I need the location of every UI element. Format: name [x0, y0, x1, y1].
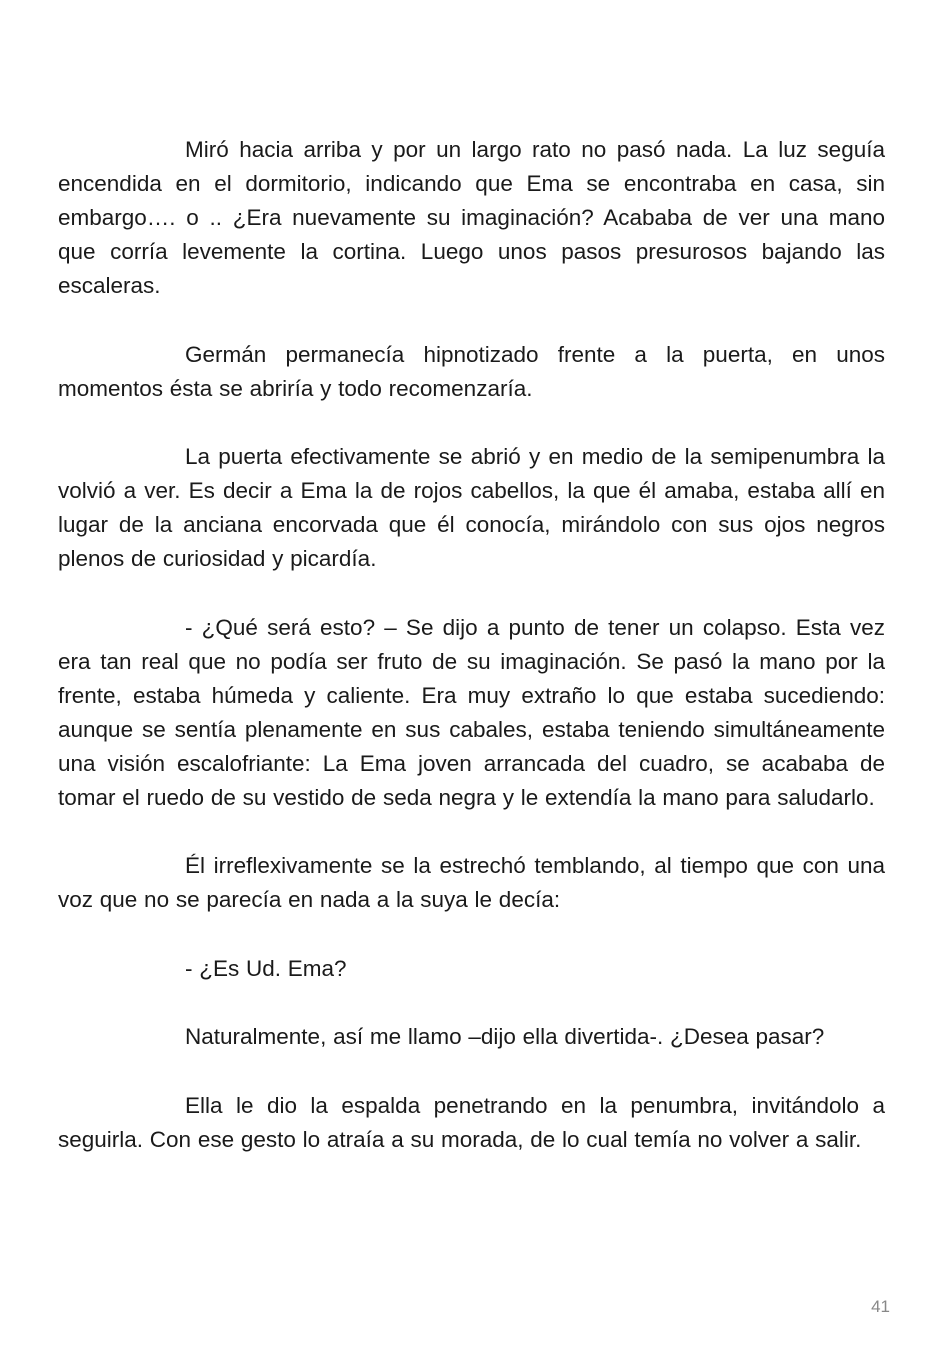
paragraph-4: - ¿Qué será esto? – Se dijo a punto de tener un colapso. Esta vez era tan real que no podía ser fruto de su imaginación. Se pasó la mano por la frente, estaba húmeda y caliente. Era muy extraño lo que estaba sucediendo: aunque se sentía plenamente en sus cabales, estaba teniendo simultáneamente una visión escalofriante: La Ema joven arrancada del cuadro, se acababa de tomar el ruedo de su vestido de seda negra y le extendía la mano para saludarlo. — [58, 614, 885, 810]
page-body — [58, 133, 885, 1191]
paragraph-7: Naturalmente, así me llamo –dijo ella divertida-. ¿Desea pasar? — [185, 1024, 825, 1049]
paragraph-1: Miró hacia arriba y por un largo rato no pasó nada. La luz seguía encendida en el dormitorio, indicando que Ema se encontraba en casa, sin embargo…. o .. ¿Era nuevamente su imaginación? Acababa de ver una mano que corría levemente la cortina. Luego unos pasos presurosos bajando las escaleras. — [58, 137, 885, 298]
paragraph-8: Ella le dio la espalda penetrando en la penumbra, invitándolo a seguirla. Con ese gesto lo atraía a su morada, de lo cual temía no volver a salir. — [58, 1092, 885, 1152]
paragraph-3: La puerta efectivamente se abrió y en medio de la semipenumbra la volvió a ver. Es decir a Ema la de rojos cabellos, la que él amaba, estaba allí en lugar de la anciana encorvada que él conocía, mirándolo con sus ojos negros plenos de curiosidad y picardía. — [58, 444, 885, 571]
paragraph-6: - ¿Es Ud. Ema? — [185, 955, 347, 981]
paragraph-2: Germán permanecía hipnotizado frente a la puerta, en unos momentos ésta se abriría y todo recomenzaría. — [58, 341, 885, 401]
paragraph-5: Él irreflexivamente se la estrechó temblando, al tiempo que con una voz que no se parecía en nada a la suya le decía: — [58, 853, 885, 912]
page-number: 41 — [871, 1297, 890, 1316]
